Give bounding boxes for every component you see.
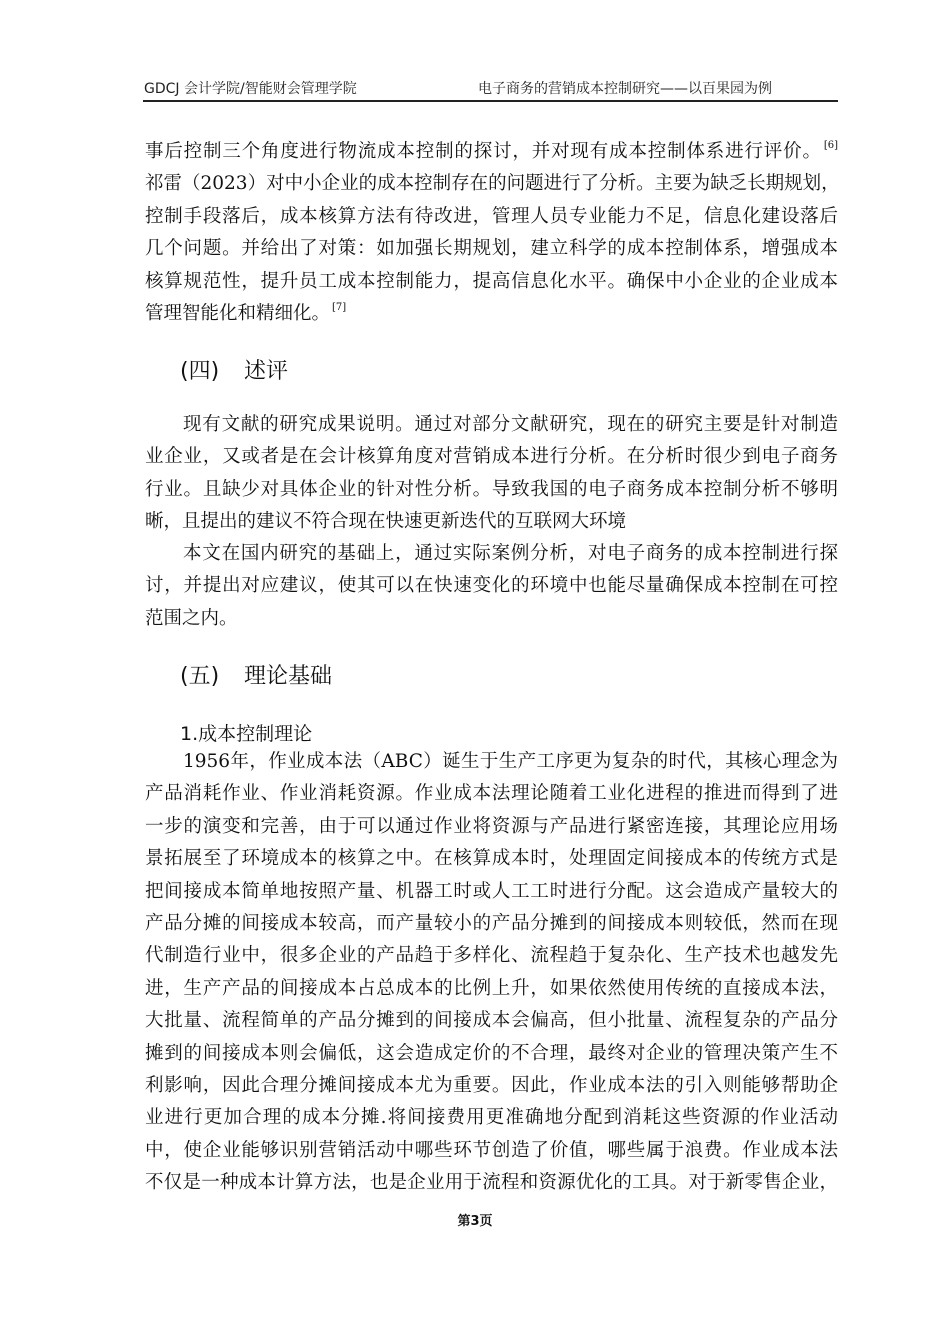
page-number: 第3页 [457, 1214, 493, 1229]
paragraph [145, 746, 838, 1199]
line-text: 利影响，因此合理分摊间接成本尤为重要。因此，作业成本法的引入则能够帮助企 [145, 1074, 838, 1096]
line-text: 进，生产产品的间接成本占总成本的比例上升，如果依然使用传统的直接成本法， [145, 977, 838, 999]
text-line [145, 778, 838, 810]
text-line [145, 1135, 838, 1167]
line-text: 把间接成本简单地按照产量、机器工时或人工工时进行分配。这会造成产量较大的 [145, 880, 838, 902]
text-line [145, 298, 838, 330]
text-line [145, 940, 838, 972]
paragraph [145, 409, 838, 539]
line-text: 事后控制三个角度进行物流成本控制的探讨，并对现有成本控制体系进行评价。 [145, 141, 822, 162]
line-text: 几个问题。并给出了对策：如加强长期规划，建立科学的成本控制体系，增强成本 [145, 238, 838, 260]
text-line [145, 168, 838, 200]
header-right-text: 电子商务的营销成本控制研究——以百果园为例 [478, 81, 772, 97]
section-heading-4 [180, 354, 288, 385]
text-line [145, 201, 838, 233]
text-line [145, 973, 838, 1005]
section-number: (四) [180, 359, 220, 384]
line-text: 摊到的间接成本则会偏低，这会造成定价的不合理，最终对企业的管理决策产生不 [145, 1042, 838, 1064]
text-line [145, 811, 838, 843]
line-text: 代制造行业中，很多企业的产品趋于多样化、流程趋于复杂化、生产技术也越发先 [145, 945, 838, 967]
text-line [145, 570, 838, 602]
text-line [145, 538, 838, 570]
text-line [145, 506, 838, 538]
line-text: 大批量、流程简单的产品分摊到的间接成本会偏高，但小批量、流程复杂的产品分 [145, 1010, 838, 1032]
subsection-heading: 1.成本控制理论 [180, 723, 313, 745]
line-text: 1956年，作业成本法（ABC）诞生于生产工序更为复杂的时代，其核心理念为 [183, 751, 838, 772]
citation-superscript: [7] [332, 301, 347, 313]
line-text: 不仅是一种成本计算方法，也是企业用于流程和资源优化的工具。对于新零售企业， [145, 1172, 838, 1194]
text-line [145, 266, 838, 298]
text-line [145, 441, 838, 473]
paragraph [145, 538, 838, 635]
line-text: 本文在国内研究的基础上，通过实际案例分析，对电子商务的成本控制进行探 [183, 543, 838, 564]
line-text: 祁雷（2023）对中小企业的成本控制存在的问题进行了分析。主要为缺乏长期规划， [145, 173, 840, 195]
paragraph [145, 136, 838, 330]
line-text: 范围之内。 [145, 607, 238, 629]
line-text: 景拓展至了环境成本的核算之中。在核算成本时，处理固定间接成本的传统方式是 [145, 848, 838, 870]
header-left-text: GDCJ 会计学院/智能财会管理学院 [144, 81, 357, 97]
text-line [145, 843, 838, 875]
header-rule [143, 100, 838, 102]
text-line [145, 746, 838, 778]
line-text: 行业。且缺少对具体企业的针对性分析。导致我国的电子商务成本控制分析不够明 [145, 478, 838, 500]
line-text: 产品分摊的间接成本较高，而产量较小的产品分摊到的间接成本则较低，然而在现 [145, 912, 838, 934]
citation-superscript: [6] [823, 140, 838, 151]
section-title: 理论基础 [244, 664, 333, 689]
line-text: 晰，且提出的建议不符合现在快速更新迭代的互联网大环境 [145, 511, 627, 533]
section-heading-5 [180, 659, 332, 690]
line-text: 中，使企业能够识别营销活动中哪些环节创造了价值，哪些属于浪费。作业成本法 [145, 1139, 838, 1161]
line-text: 现有文献的研究成果说明。通过对部分文献研究，现在的研究主要是针对制造 [183, 414, 838, 435]
text-line [145, 1070, 838, 1102]
text-line [145, 474, 838, 506]
line-text: 一步的演变和完善，由于可以通过作业将资源与产品进行紧密连接，其理论应用场 [145, 815, 838, 837]
text-line [145, 1038, 838, 1070]
line-text: 讨，并提出对应建议，使其可以在快速变化的环境中也能尽量确保成本控制在可控 [145, 575, 838, 597]
text-line [145, 233, 838, 265]
line-text: 产品消耗作业、作业消耗资源。作业成本法理论随着工业化进程的推进而得到了进 [145, 783, 838, 805]
line-text: 核算规范性，提升员工成本控制能力，提高信息化水平。确保中小企业的企业成本 [145, 270, 838, 292]
line-text: 管理智能化和精细化。 [145, 302, 331, 324]
line-text: 业进行更加合理的成本分摊.将间接费用更准确地分配到消耗这些资源的作业活动 [145, 1107, 838, 1129]
text-line [145, 876, 838, 908]
text-line [145, 908, 838, 940]
text-line [145, 1167, 838, 1199]
text-line [145, 409, 838, 441]
text-line [145, 136, 838, 168]
text-line [145, 1005, 838, 1037]
text-line [145, 603, 838, 635]
section-number: (五) [180, 664, 220, 689]
text-line [145, 1102, 838, 1134]
line-text: 控制手段落后，成本核算方法有待改进，管理人员专业能力不足，信息化建设落后 [145, 205, 838, 227]
section-title: 述评 [244, 359, 289, 384]
line-text: 业企业，又或者是在会计核算角度对营销成本进行分析。在分析时很少到电子商务 [145, 446, 838, 468]
